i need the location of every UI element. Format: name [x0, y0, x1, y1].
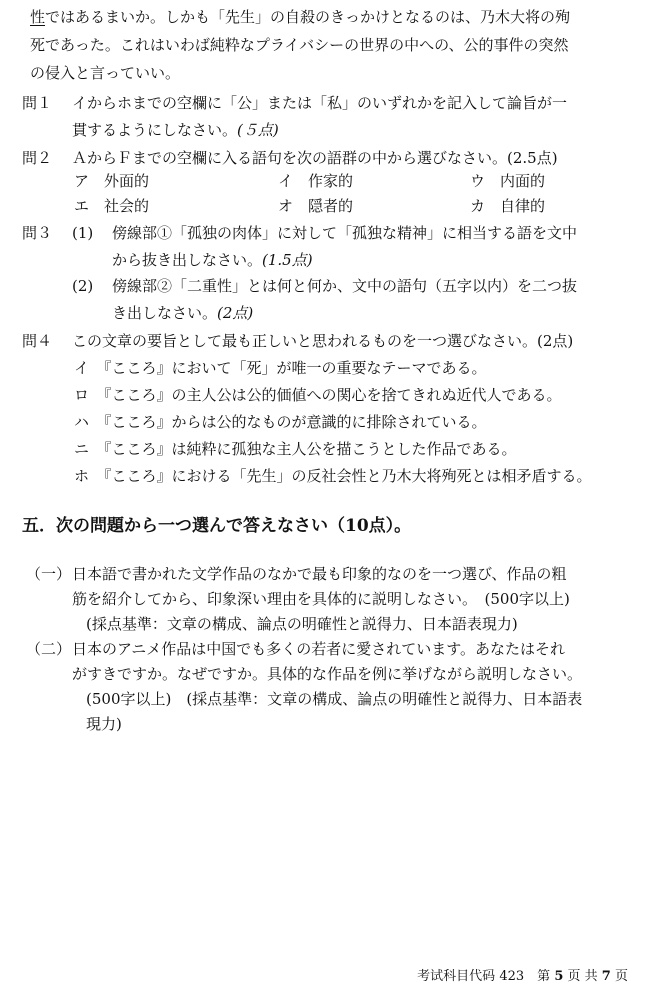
s5-item-1-line-1: 日本語で書かれた文学作品のなかで最も印象的なのを一つ選び、作品の粗	[72, 565, 567, 583]
underlined-char: 性	[30, 8, 46, 26]
q4-option-ho	[74, 465, 592, 487]
q1-label: 問１	[22, 94, 53, 112]
s5-item-2-line-3: (500字以上) (採点基準：文章の構成、論点の明確性と説得力、日本語表	[86, 690, 583, 708]
page-suffix: 页	[614, 969, 628, 984]
page-mid: 页 共	[567, 969, 598, 984]
choice-key: オ	[278, 197, 294, 215]
intro-line-1	[30, 6, 570, 28]
q3-sub1-line-2-text: から抜き出しなさい。	[112, 251, 263, 269]
q4-option-ha	[74, 411, 487, 433]
q3-sub2-num: (2)	[72, 277, 94, 295]
choice-text: 自律的	[500, 197, 546, 215]
s5-item-2-num: （二）	[26, 640, 72, 658]
q3-sub2-points: (2点)	[217, 304, 254, 322]
intro-line-2: 死であった。これはいわば純粋なプライバシーの世界の中への、公的事件の突然	[30, 36, 569, 54]
choice-key: カ	[470, 197, 486, 215]
q4-label: 問４	[22, 332, 53, 350]
choice-key: エ	[74, 197, 90, 215]
option-text: 『こころ』の主人公は公的価値への関心を捨てきれぬ近代人である。	[104, 386, 562, 404]
option-text: 『こころ』における「先生」の反社会性と乃木大将殉死とは相矛盾する。	[104, 467, 592, 485]
s5-item-2-line-4: 現力)	[86, 715, 122, 733]
q3-sub2-line-1: 傍線部②「二重性」とは何と何か、文中の語句（五字以内）を二つ抜	[112, 277, 578, 295]
s5-item-2-line-2: がすきですか。なぜですか。具体的な作品を例に挙げながら説明しなさい。	[72, 665, 583, 683]
option-key: ニ	[74, 440, 90, 458]
q2-choice-a	[74, 170, 149, 192]
q2-choice-ka	[470, 195, 545, 217]
intro-line-3: の侵入と言っていい。	[30, 64, 181, 82]
q2-choice-u	[470, 170, 545, 192]
q3-sub1-line-1: 傍線部①「孤独の肉体」に対して「孤独な精神」に相当する語を文中	[112, 224, 578, 242]
choice-text: 隠者的	[308, 197, 354, 215]
q2-label: 問２	[22, 149, 53, 167]
exam-code: 423	[499, 969, 525, 984]
choice-text: 内面的	[500, 172, 546, 190]
q4-option-i	[74, 357, 487, 379]
q1-line-2	[72, 119, 279, 141]
option-key: ホ	[74, 467, 90, 485]
q3-sub1-line-2	[112, 249, 313, 271]
page-prefix: 第	[537, 969, 551, 984]
s5-item-1-line-2: 筋を紹介してから、印象深い理由を具体的に説明しなさい。 (500字以上)	[72, 590, 570, 608]
section-5-heading: 五．次の問題から一つ選んで答えなさい（10点）。	[22, 516, 412, 536]
option-key: ハ	[74, 413, 90, 431]
q3-label: 問３	[22, 224, 53, 242]
choice-key: ウ	[470, 172, 486, 190]
q1-line-2-text: 貫するようにしなさい。	[72, 121, 238, 139]
s5-item-1-line-3: (採点基準：文章の構成、論点の明確性と説得力、日本語表現力)	[86, 615, 518, 633]
choice-text: 作家的	[308, 172, 354, 190]
choice-key: イ	[278, 172, 294, 190]
option-text: 『こころ』は純粋に孤独な主人公を描こうとした作品である。	[104, 440, 517, 458]
q2-choice-e	[74, 195, 149, 217]
choice-text: 社会的	[104, 197, 150, 215]
q2-choice-i	[278, 170, 353, 192]
q3-sub2-line-2-text: き出しなさい。	[112, 304, 218, 322]
option-key: ロ	[74, 386, 90, 404]
q1-line-1: イからホまでの空欄に「公」または「私」のいずれかを記入して論旨が一	[72, 94, 568, 112]
q2-text: ＡからＦまでの空欄に入る語句を次の語群の中から選びなさい。(2.5点)	[72, 149, 558, 167]
intro-line-1-text: ではあるまいか。しかも「先生」の自殺のきっかけとなるのは、乃木大将の殉	[45, 8, 571, 26]
exam-code-label: 考试科目代码	[417, 969, 496, 984]
option-text: 『こころ』からは公的なものが意識的に排除されている。	[104, 413, 487, 431]
page-footer	[417, 966, 628, 988]
q2-choice-o	[278, 195, 353, 217]
q4-text: この文章の要旨として最も正しいと思われるものを一つ選びなさい。(2点)	[72, 332, 574, 350]
q3-sub1-num: (1)	[72, 224, 94, 242]
option-text: 『こころ』において「死」が唯一の重要なテーマである。	[104, 359, 487, 377]
page-number: 5	[554, 969, 564, 984]
q3-sub2-line-2	[112, 302, 253, 324]
q4-option-ni	[74, 438, 517, 460]
choice-key: ア	[74, 172, 90, 190]
option-key: イ	[74, 359, 90, 377]
total-pages: 7	[601, 969, 611, 984]
s5-item-2-line-1: 日本のアニメ作品は中国でも多くの若者に愛されています。あなたはそれ	[72, 640, 566, 658]
choice-text: 外面的	[104, 172, 150, 190]
q3-sub1-points: (1.5点)	[262, 251, 313, 269]
q1-points: (５点)	[237, 121, 279, 139]
q4-option-ro	[74, 384, 562, 406]
s5-item-1-num: （一）	[26, 565, 72, 583]
